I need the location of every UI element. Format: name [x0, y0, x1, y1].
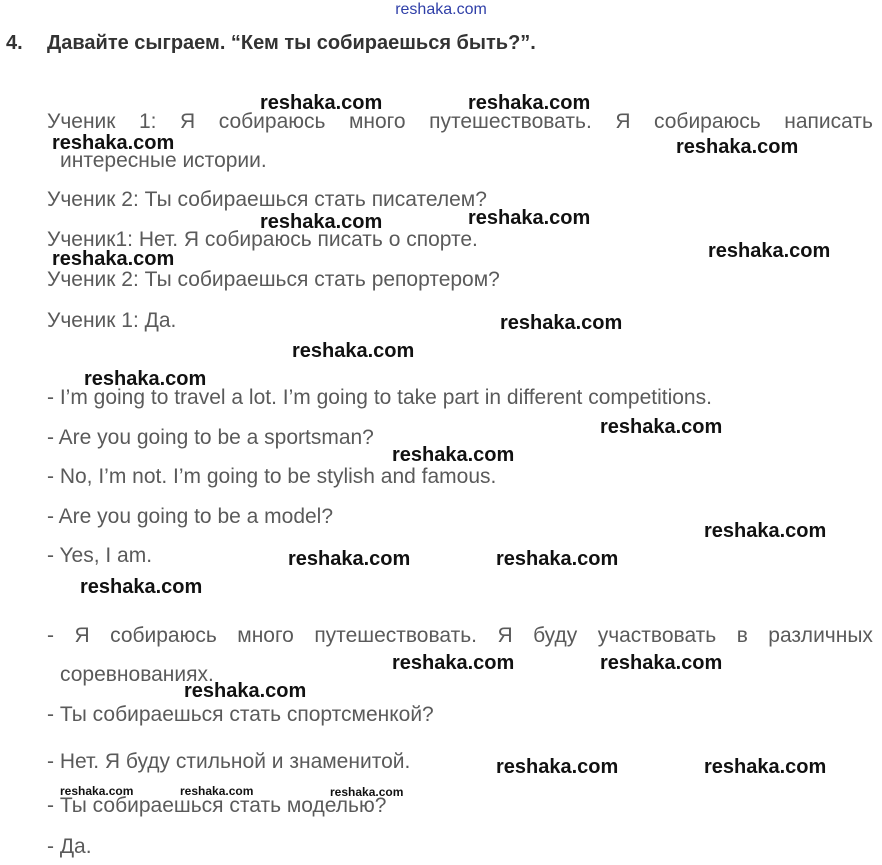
- watermark: reshaka.com: [84, 368, 207, 390]
- translation-line-5: - Да.: [47, 835, 92, 858]
- watermark: reshaka.com: [184, 680, 307, 702]
- word: много: [237, 624, 294, 647]
- watermark: reshaka.com: [52, 248, 175, 270]
- word: различных: [768, 624, 873, 647]
- header-watermark: reshaka.com: [395, 1, 487, 18]
- watermark: reshaka.com: [496, 548, 619, 570]
- watermark: reshaka.com: [600, 652, 723, 674]
- word: собираюсь: [654, 110, 761, 133]
- watermark: reshaka.com: [496, 756, 619, 778]
- word: Я: [180, 110, 196, 133]
- watermark: reshaka.com: [292, 340, 415, 362]
- watermark: reshaka.com: [704, 756, 827, 778]
- word: путешествовать.: [429, 110, 592, 133]
- watermark: reshaka.com: [600, 416, 723, 438]
- word: Ученик: [47, 110, 116, 133]
- word: в: [736, 624, 748, 647]
- translation-line-4: - Ты собираешься стать моделью?: [47, 794, 387, 817]
- word: собираюсь: [110, 624, 217, 647]
- watermark: reshaka.com: [468, 207, 591, 229]
- english-line-2: - Are you going to be a sportsman?: [47, 426, 374, 449]
- watermark-small: reshaka.com: [330, 785, 404, 799]
- watermark: reshaka.com: [52, 132, 175, 154]
- word: -: [47, 624, 54, 647]
- dialogue-line-1: [47, 110, 873, 134]
- dialogue-line-1-cont: интересные истории.: [60, 149, 267, 172]
- word: много: [348, 110, 406, 133]
- dialogue-line-5: Ученик 1: Да.: [47, 309, 177, 332]
- word: написать: [784, 110, 873, 133]
- dialogue-line-3: Ученик1: Нет. Я собираюсь писать о спорте.: [47, 228, 478, 251]
- translation-line-3: - Нет. Я буду стильной и знаменитой.: [47, 750, 411, 773]
- english-line-3: - No, I’m not. I’m going to be stylish and famous.: [47, 465, 497, 488]
- dialogue-line-4: Ученик 2: Ты собираешься стать репортером?: [47, 268, 500, 291]
- watermark-small: reshaka.com: [180, 784, 254, 798]
- watermark-small: reshaka.com: [60, 784, 134, 798]
- word: 1:: [139, 110, 157, 133]
- translation-line-1: [47, 624, 873, 648]
- watermark: reshaka.com: [468, 92, 591, 114]
- word: Я: [615, 110, 631, 133]
- word: участвовать: [597, 624, 717, 647]
- watermark: reshaka.com: [708, 240, 831, 262]
- watermark: reshaka.com: [288, 548, 411, 570]
- task-number: 4.: [6, 32, 23, 54]
- watermark: reshaka.com: [260, 92, 383, 114]
- word: буду: [533, 624, 578, 647]
- watermark: reshaka.com: [392, 444, 515, 466]
- english-line-5: - Yes, I am.: [47, 544, 153, 567]
- word: Я: [74, 624, 90, 647]
- watermark: reshaka.com: [260, 211, 383, 233]
- watermark: reshaka.com: [500, 312, 623, 334]
- translation-line-2: - Ты собираешься стать спортсменкой?: [47, 703, 434, 726]
- watermark: reshaka.com: [676, 136, 799, 158]
- watermark: reshaka.com: [704, 520, 827, 542]
- watermark: reshaka.com: [80, 576, 203, 598]
- translation-line-1-cont: соревнованиях.: [60, 663, 214, 686]
- dialogue-line-2: Ученик 2: Ты собираешься стать писателем?: [47, 188, 487, 211]
- word: собираюсь: [218, 110, 326, 133]
- task-title: Давайте сыграем. “Кем ты собираешься быть?”.: [47, 32, 536, 54]
- word: Я: [497, 624, 513, 647]
- watermark: reshaka.com: [392, 652, 515, 674]
- english-line-4: - Are you going to be a model?: [47, 505, 334, 528]
- word: путешествовать.: [314, 624, 478, 647]
- english-line-1: - I’m going to travel a lot. I’m going to take part in different competitions.: [47, 386, 712, 409]
